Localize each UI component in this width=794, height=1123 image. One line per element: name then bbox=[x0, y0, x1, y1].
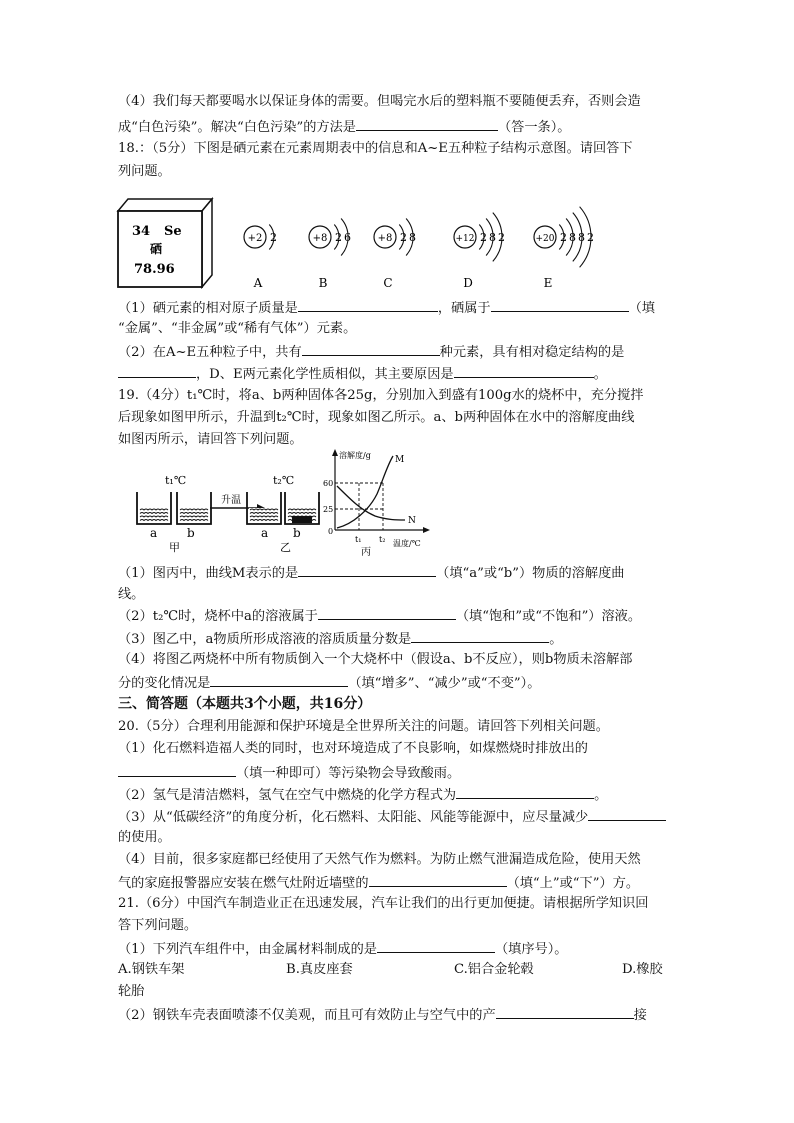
atomic-number: 34 bbox=[132, 224, 151, 239]
curve-m-label: M bbox=[395, 455, 405, 465]
beaker bbox=[285, 492, 319, 524]
q20-4-text-end: （填“上”或“下”）方。 bbox=[506, 876, 640, 891]
beaker-diagram-jia-yi bbox=[137, 474, 319, 554]
figure-yi-label: 乙 bbox=[280, 541, 291, 554]
q20-4-line1: （4）目前，很多家庭都已经使用了天然气作为燃料。为防止燃气泄漏造成危险，使用天然 bbox=[118, 852, 641, 867]
q21-title-line2: 答下列问题。 bbox=[118, 918, 198, 933]
option-b: B.真皮座套 bbox=[286, 962, 353, 977]
particle-label: D bbox=[463, 276, 473, 290]
q20-3-line1 bbox=[118, 806, 666, 828]
y-tick-60: 60 bbox=[323, 479, 334, 488]
q17-4-text-end: （答一条）。 bbox=[497, 120, 571, 135]
beaker bbox=[177, 492, 211, 524]
q18-2-text-end2: 。 bbox=[593, 367, 607, 382]
q20-2-text-end: 。 bbox=[594, 788, 608, 803]
answer-blank[interactable] bbox=[118, 363, 196, 378]
beaker-b-label-jia: b bbox=[187, 526, 195, 540]
option-c: C.铝合金轮毂 bbox=[454, 962, 534, 977]
q18-1-text-end: （填 bbox=[628, 301, 655, 316]
option-a: A.钢铁车架 bbox=[118, 962, 185, 977]
electron-count: 2 bbox=[480, 231, 487, 244]
answer-blank[interactable] bbox=[491, 297, 629, 312]
q21-1-text: （1）下列汽车组件中，由金属材料制成的是 bbox=[118, 942, 377, 957]
q18-2-line1 bbox=[118, 341, 624, 363]
electron-count: 8 bbox=[578, 231, 585, 244]
figure-jia-label: 甲 bbox=[169, 541, 180, 554]
q20-title: 20.（5分）合理利用能源和保护环境是全世界所关注的问题。请回答下列相关问题。 bbox=[118, 719, 609, 734]
q20-4-line2 bbox=[118, 872, 639, 894]
nucleus-charge: +20 bbox=[535, 234, 555, 244]
q20-2-line bbox=[118, 784, 607, 806]
beaker bbox=[247, 492, 281, 524]
electron-count: 2 bbox=[270, 231, 277, 244]
element-name: 硒 bbox=[150, 242, 163, 256]
answer-blank[interactable] bbox=[588, 806, 666, 821]
nucleus-charge: +8 bbox=[312, 233, 328, 244]
particle-b bbox=[309, 219, 351, 291]
electron-count: 2 bbox=[560, 231, 567, 244]
x-axis-label: 温度/℃ bbox=[393, 539, 421, 548]
q19-title-line3: 如图丙所示，请回答下列问题。 bbox=[118, 432, 303, 447]
x-tick-t1: t₁ bbox=[355, 535, 362, 544]
q21-2-text-end: 接 bbox=[633, 1008, 647, 1023]
answer-blank[interactable] bbox=[356, 116, 498, 131]
q19-1-line1 bbox=[118, 562, 625, 584]
q19-4-line1: （4）将图乙两烧杯中所有物质倒入一个大烧杯中（假设a、b不反应），则b物质未溶解部 bbox=[118, 652, 633, 667]
q19-figure bbox=[125, 448, 440, 560]
q19-2-text: （2）t₂℃时，烧杯中a的溶液属于 bbox=[118, 609, 318, 624]
q18-1-line1 bbox=[118, 297, 655, 319]
q21-2-text: （2）钢铁车壳表面喷漆不仅美观，而且可有效防止与空气中的产 bbox=[118, 1008, 496, 1023]
q19-title-line2: 后现象如图甲所示，升温到t₂℃时，现象如图乙所示。a、b两种固体在水中的溶解度曲线 bbox=[118, 410, 635, 425]
answer-blank[interactable] bbox=[318, 605, 456, 620]
origin-label: 0 bbox=[328, 527, 334, 536]
q19-2-text-end: （填“饱和”或“不饱和”）溶液。 bbox=[455, 609, 642, 624]
curve-n-label: N bbox=[408, 516, 416, 526]
answer-blank[interactable] bbox=[454, 363, 594, 378]
answer-blank[interactable] bbox=[496, 1004, 634, 1019]
answer-blank[interactable] bbox=[369, 872, 507, 887]
curve-m bbox=[337, 456, 393, 528]
beaker-a-label-jia: a bbox=[150, 526, 158, 540]
q19-1-text: （1）图丙中，曲线M表示的是 bbox=[118, 566, 299, 581]
q20-1-line1: （1）化石燃料造福人类的同时，也对环境造成了不良影响，如煤燃烧时排放出的 bbox=[118, 741, 588, 756]
answer-blank[interactable] bbox=[298, 562, 436, 577]
q18-2-text-end: 种元素，具有相对稳定结构的是 bbox=[439, 345, 625, 360]
electron-count: 8 bbox=[409, 231, 416, 244]
q18-2-text: （2）在A~E五种粒子中，共有 bbox=[118, 345, 302, 360]
electron-count: 2 bbox=[498, 231, 505, 244]
element-symbol: Se bbox=[164, 224, 182, 239]
answer-blank[interactable] bbox=[302, 341, 440, 356]
q19-1-text-end: （填“a”或“b”）物质的溶解度曲 bbox=[436, 566, 625, 581]
y-tick-25: 25 bbox=[323, 505, 334, 514]
figure-bing-label: 丙 bbox=[361, 547, 371, 558]
q19-4-line2 bbox=[118, 672, 540, 694]
q18-title-line1: 18.：（5分）下图是硒元素在元素周期表中的信息和A~E五种粒子结构示意图。请回答下 bbox=[118, 141, 633, 156]
particle-label: C bbox=[383, 276, 393, 290]
q17-4-text: 成“白色污染”。解决“白色污染”的方法是 bbox=[118, 120, 356, 135]
q18-1-text-mid: ，硒属于 bbox=[437, 301, 491, 316]
particle-label: B bbox=[318, 276, 328, 290]
q21-1-text-end: （填序号）。 bbox=[494, 942, 568, 957]
particle-c bbox=[374, 219, 416, 291]
particle-a bbox=[244, 225, 277, 291]
x-tick-t2: t₂ bbox=[379, 535, 386, 544]
q19-4-text-end: （填“增多”、“减少”或“不变”）。 bbox=[348, 676, 541, 691]
q20-1-line2 bbox=[118, 762, 460, 784]
beaker bbox=[137, 492, 171, 524]
particle-label: A bbox=[253, 276, 263, 290]
q19-title-line1: 19.（4分）t₁℃时，将a、b两种固体各25g，分别加入到盛有100g水的烧杯中，充分搅拌 bbox=[118, 388, 644, 403]
electron-count: 2 bbox=[400, 231, 407, 244]
particle-d bbox=[454, 213, 505, 290]
temp-t2-label: t₂℃ bbox=[273, 474, 295, 487]
nucleus-charge: +8 bbox=[377, 233, 393, 244]
q18-figure bbox=[110, 185, 630, 295]
undissolved-solid bbox=[292, 516, 312, 523]
option-d: D.橡胶 bbox=[622, 962, 663, 977]
q21-title-line1: 21.（6分）中国汽车制造业正在迅速发展，汽车让我们的出行更加便捷。请根据所学知识回 bbox=[118, 896, 649, 911]
q18-title-line2: 列问题。 bbox=[118, 164, 171, 179]
q17-4-line2 bbox=[118, 116, 571, 138]
option-d-cont: 轮胎 bbox=[118, 984, 145, 999]
heating-label: 升温 bbox=[221, 495, 241, 506]
selenium-element-box bbox=[118, 199, 212, 287]
nucleus-charge: +12 bbox=[455, 234, 475, 244]
electron-count: 2 bbox=[335, 231, 342, 244]
temp-t1-label: t₁℃ bbox=[165, 474, 187, 487]
electron-count: 8 bbox=[569, 231, 576, 244]
nucleus-charge: +2 bbox=[247, 233, 263, 244]
q19-3-text-end: 。 bbox=[549, 632, 563, 647]
q19-4-text: 分的变化情况是 bbox=[118, 676, 211, 691]
answer-blank[interactable] bbox=[411, 628, 549, 643]
q18-2-text-mid: ，D、E两元素化学性质相似，其主要原因是 bbox=[196, 367, 454, 382]
q19-2-line bbox=[118, 605, 641, 627]
q19-3-line bbox=[118, 628, 562, 650]
particle-label: E bbox=[543, 276, 553, 290]
atomic-mass: 78.96 bbox=[134, 262, 175, 277]
q18-2-line2 bbox=[118, 363, 607, 385]
answer-blank[interactable] bbox=[118, 762, 236, 777]
q21-2-line bbox=[118, 1004, 647, 1026]
electron-count: 8 bbox=[489, 231, 496, 244]
electron-count: 6 bbox=[344, 231, 351, 244]
section-3-heading: 三、简答题（本题共3个小题，共16分） bbox=[118, 696, 372, 712]
solubility-curve bbox=[323, 449, 430, 558]
beaker-a-label-yi: a bbox=[261, 526, 269, 540]
particle-e bbox=[534, 207, 594, 290]
q17-4-line1: （4）我们每天都要喝水以保证身体的需要。但喝完水后的塑料瓶不要随便丢弃，否则会造 bbox=[118, 94, 641, 109]
q20-3-line2: 的使用。 bbox=[118, 830, 171, 845]
q20-2-text: （2）氢气是清洁燃料，氢气在空气中燃烧的化学方程式为 bbox=[118, 788, 457, 803]
q20-4-text: 气的家庭报警器应安装在燃气灶附近墙壁的 bbox=[118, 876, 369, 891]
answer-blank[interactable] bbox=[456, 784, 594, 799]
q21-1-line bbox=[118, 938, 567, 960]
q19-1-line2: 线。 bbox=[118, 587, 145, 602]
q18-1-text: （1）硒元素的相对原子质量是 bbox=[118, 301, 298, 316]
beaker-b-label-yi: b bbox=[293, 526, 301, 540]
answer-blank[interactable] bbox=[210, 672, 348, 687]
q18-1-line2: “金属”、“非金属”或“稀有气体”）元素。 bbox=[118, 321, 357, 336]
y-axis-label: 溶解度/g bbox=[339, 451, 371, 460]
electron-count: 2 bbox=[587, 231, 594, 244]
q20-3-text: （3）从“低碳经济”的角度分析，化石燃料、太阳能、风能等能源中，应尽量减少 bbox=[118, 810, 589, 825]
answer-blank[interactable] bbox=[298, 297, 438, 312]
q19-3-text: （3）图乙中，a物质所形成溶液的溶质质量分数是 bbox=[118, 632, 412, 647]
q20-1-text-end: （填一种即可）等污染物会导致酸雨。 bbox=[236, 766, 461, 781]
answer-blank[interactable] bbox=[377, 938, 495, 953]
particle-diagrams bbox=[244, 207, 594, 290]
